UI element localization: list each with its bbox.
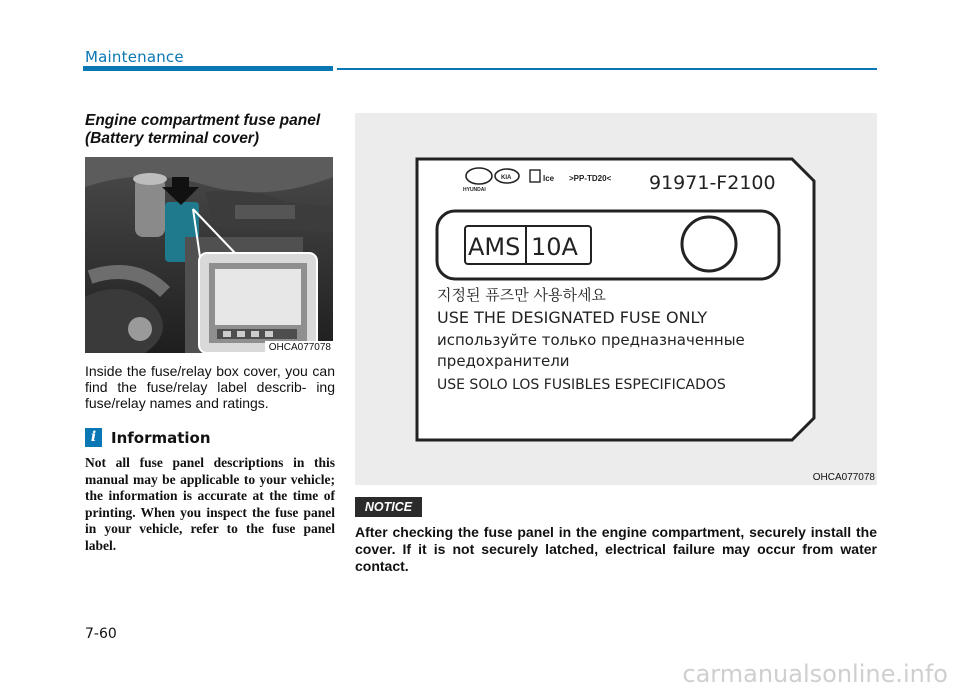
warning-korean: 지정된 퓨즈만 사용하세요 [437,286,606,304]
label-brand-hyundai: HYUNDAI [463,187,486,193]
information-label: Information [111,429,211,447]
label-part-number: 91971-F2100 [649,172,776,194]
information-text: Not all fuse panel descriptions in this manual may be applicable to your vehicle; the information is accurate at the time of printing. When you inspect the fuse panel in your vehicle, refer to the fuse panel label. [85,455,335,553]
fuse-label-figure [355,113,877,485]
watermark-text: carmanualsonline.info [682,660,948,688]
warning-russian-line2: предохранители [437,352,570,370]
label-material-code: >PP-TD20< [569,174,612,183]
body-paragraph: Inside the fuse/relay box cover, you can find the fuse/relay label describ- ing fuse/relay names and ratings. [85,363,335,411]
engine-photo-illustration [85,157,333,353]
label-brand-kia: KIA [501,175,512,181]
section-title-line1: Engine compartment fuse panel [85,112,321,129]
header-rule-thick [83,66,333,71]
fuse-rating-text: 10A [531,233,578,261]
fuse-label-drawing [355,113,877,485]
information-icon: i [85,428,102,447]
figure-code: OHCA077078 [812,472,875,483]
label-brand-mark: Ice [543,174,555,183]
warning-spanish: USE SOLO LOS FUSIBLES ESPECIFICADOS [437,377,726,393]
notice-badge: NOTICE [355,497,422,517]
fuse-type-text: AMS [468,233,521,261]
engine-photo [85,157,333,353]
warning-russian-line1: используйте только предназначенные [437,331,745,349]
header-section-title: Maintenance [85,48,184,66]
warning-english: USE THE DESIGNATED FUSE ONLY [437,308,708,327]
information-heading [85,428,335,448]
header-rule-thin [337,68,877,70]
section-title [85,112,335,148]
section-title-line2: (Battery terminal cover) [85,130,260,147]
notice-text: After checking the fuse panel in the engine compartment, securely install the cover. If it is not securely latched, electrical failure may occur from water contact. [355,524,877,574]
photo-code: OHCA077078 [265,341,333,353]
page-number: 7-60 [85,626,117,642]
